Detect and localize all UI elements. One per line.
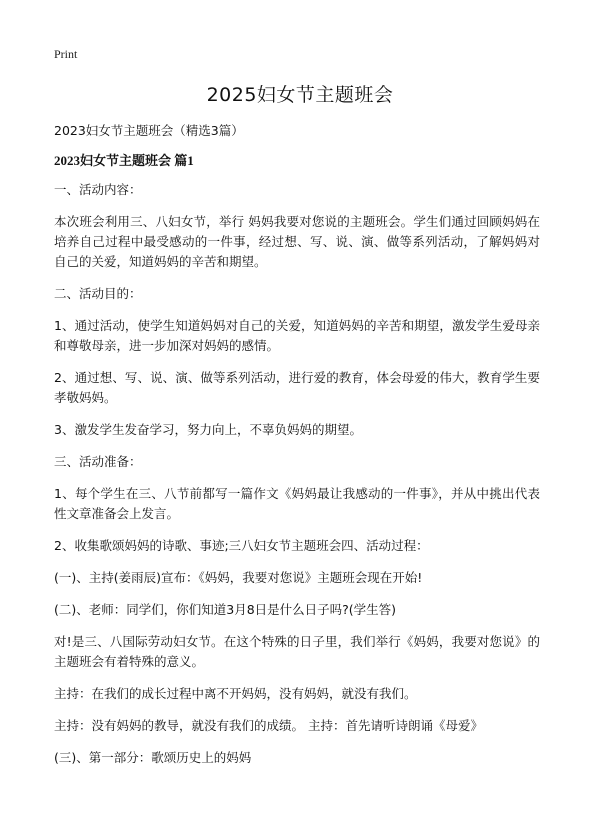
section-heading: 2023妇女节主题班会 篇1 — [54, 153, 194, 168]
paragraph: 2、通过想、写、说、演、做等系列活动，进行爱的教育，体会母爱的伟大，教育学生要孝敬妈妈。 — [54, 370, 540, 405]
print-link[interactable]: Print — [54, 47, 78, 61]
paragraph: 1、每个学生在三、八节前都写一篇作文《妈妈最让我感动的一件事》，并从中挑出代表性文章准备会上发言。 — [54, 486, 540, 521]
paragraph: 1、通过活动，使学生知道妈妈对自己的关爱，知道妈妈的辛苦和期望，激发学生爱母亲和尊敬母亲，进一步加深对妈妈的感情。 — [54, 318, 540, 353]
paragraph: (一)、主持(姜雨辰)宣布：《妈妈，我要对您说》主题班会现在开始! — [54, 570, 423, 585]
paragraph: 一、活动内容： — [54, 182, 142, 197]
document-title: 2025妇女节主题班会 — [206, 84, 394, 106]
paragraph: (二)、老师：同学们，你们知道3月8日是什么日子吗?(学生答) — [54, 602, 397, 617]
document-body — [54, 180, 540, 780]
paragraph: (三)、第一部分：歌颂历史上的妈妈 — [54, 750, 252, 765]
document-subtitle: 2023妇女节主题班会（精选3篇） — [54, 123, 244, 138]
paragraph: 主持：在我们的成长过程中离不开妈妈，没有妈妈，就没有我们。 — [54, 686, 417, 701]
paragraph: 主持：没有妈妈的教导，就没有我们的成绩。 主持：首先请听诗朗诵《母爱》 — [54, 718, 483, 733]
paragraph: 二、活动目的： — [54, 286, 142, 301]
paragraph: 对!是三、八国际劳动妇女节。在这个特殊的日子里，我们举行《妈妈，我要对您说》的主题班会有着特殊的意义。 — [54, 634, 540, 669]
paragraph: 本次班会利用三、八妇女节，举行 妈妈我要对您说的主题班会。学生们通过回顾妈妈在培养自己过程中最受感动的一件事，经过想、写、说、演、做等系列活动，了解妈妈对自己的关爱，知道妈妈的辛苦和期望。 — [54, 214, 540, 269]
paragraph: 3、激发学生发奋学习，努力向上，不辜负妈妈的期望。 — [54, 422, 362, 437]
paragraph: 三、活动准备： — [54, 454, 142, 469]
paragraph: 2、收集歌颂妈妈的诗歌、事迹;三八妇女节主题班会四、活动过程： — [54, 538, 429, 553]
